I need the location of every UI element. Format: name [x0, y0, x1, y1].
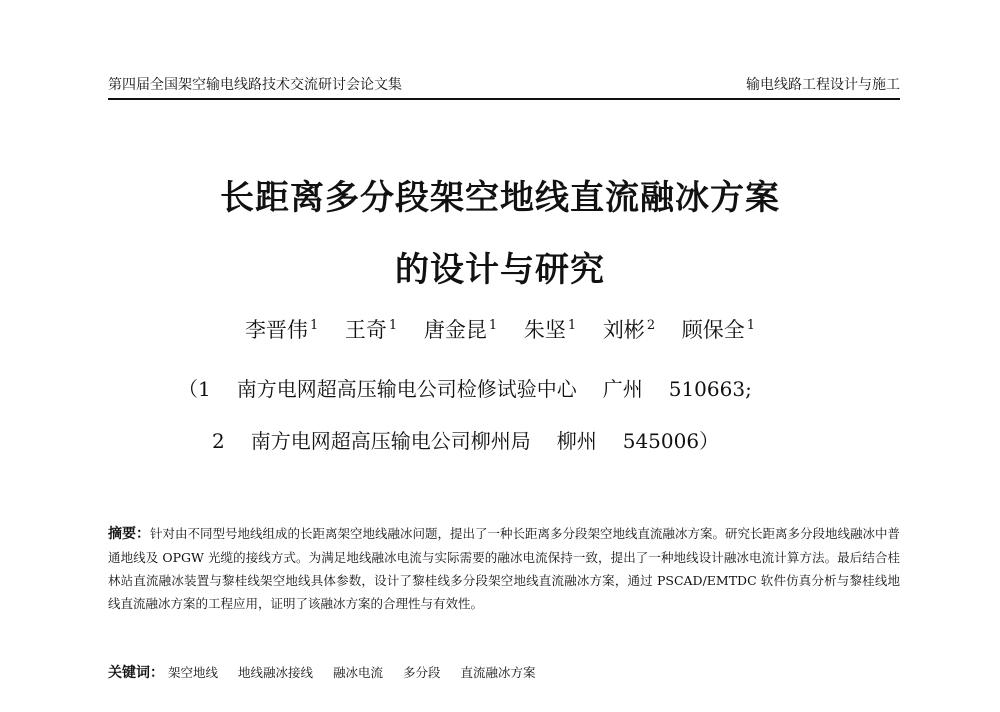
paper-title-line-2: 的设计与研究 [395, 250, 605, 290]
abstract-label: 摘要： [108, 526, 150, 542]
author-list [0, 314, 1000, 344]
author: 顾保全 $^1$ [681, 318, 756, 342]
keyword: 融冰电流 [332, 665, 383, 680]
abstract [108, 522, 900, 615]
keyword: 地线融冰接线 [237, 665, 313, 680]
author: 李晋伟 $^1$ [244, 318, 319, 342]
affiliation-2: 2 南方电网超高压输电公司柳州局 柳州 545006） [212, 429, 720, 453]
keywords-label: 关键词： [108, 665, 164, 681]
author: 王奇 $^1$ [344, 318, 398, 342]
keyword: 直流融冰方案 [460, 665, 536, 680]
paper-title-line-1: 长距离多分段架空地线直流融冰方案 [220, 178, 780, 218]
journal-title: 第四届全国架空输电线路技术交流研讨会论文集 [108, 77, 402, 93]
keyword: 架空地线 [167, 665, 218, 680]
author: 朱坚 $^1$ [523, 318, 577, 342]
affiliation-1: （1 南方电网超高压输电公司检修试验中心 广州 510663; [178, 377, 752, 401]
author: 刘彬 $^2$ [602, 318, 656, 342]
author: 唐金昆 $^1$ [423, 318, 498, 342]
keywords [108, 662, 552, 682]
section-title: 输电线路工程设计与施工 [746, 77, 900, 93]
abstract-text: 针对由不同型号地线组成的长距离架空地线融冰问题，提出了一种长距离多分段架空地线直流融冰方案。研究长距离多分段地线融冰中普通地线及 OPGW 光缆的接线方式。为满足地线融冰电流与实际需要的融冰电流保持一致，提出了一种地线设计融冰电流计算方法。最后结合桂林站直流融冰装置与黎桂线架空地线具体参数，设计了黎桂线多分段架空地线直流融冰方案，通过 PSCAD/EMTDC 软件仿真分析与黎桂线地线直流融冰方案的工程应用，证明了该融冰方案的合理性与有效性。 [108, 526, 901, 611]
running-header [108, 72, 900, 100]
keyword: 多分段 [402, 665, 441, 680]
